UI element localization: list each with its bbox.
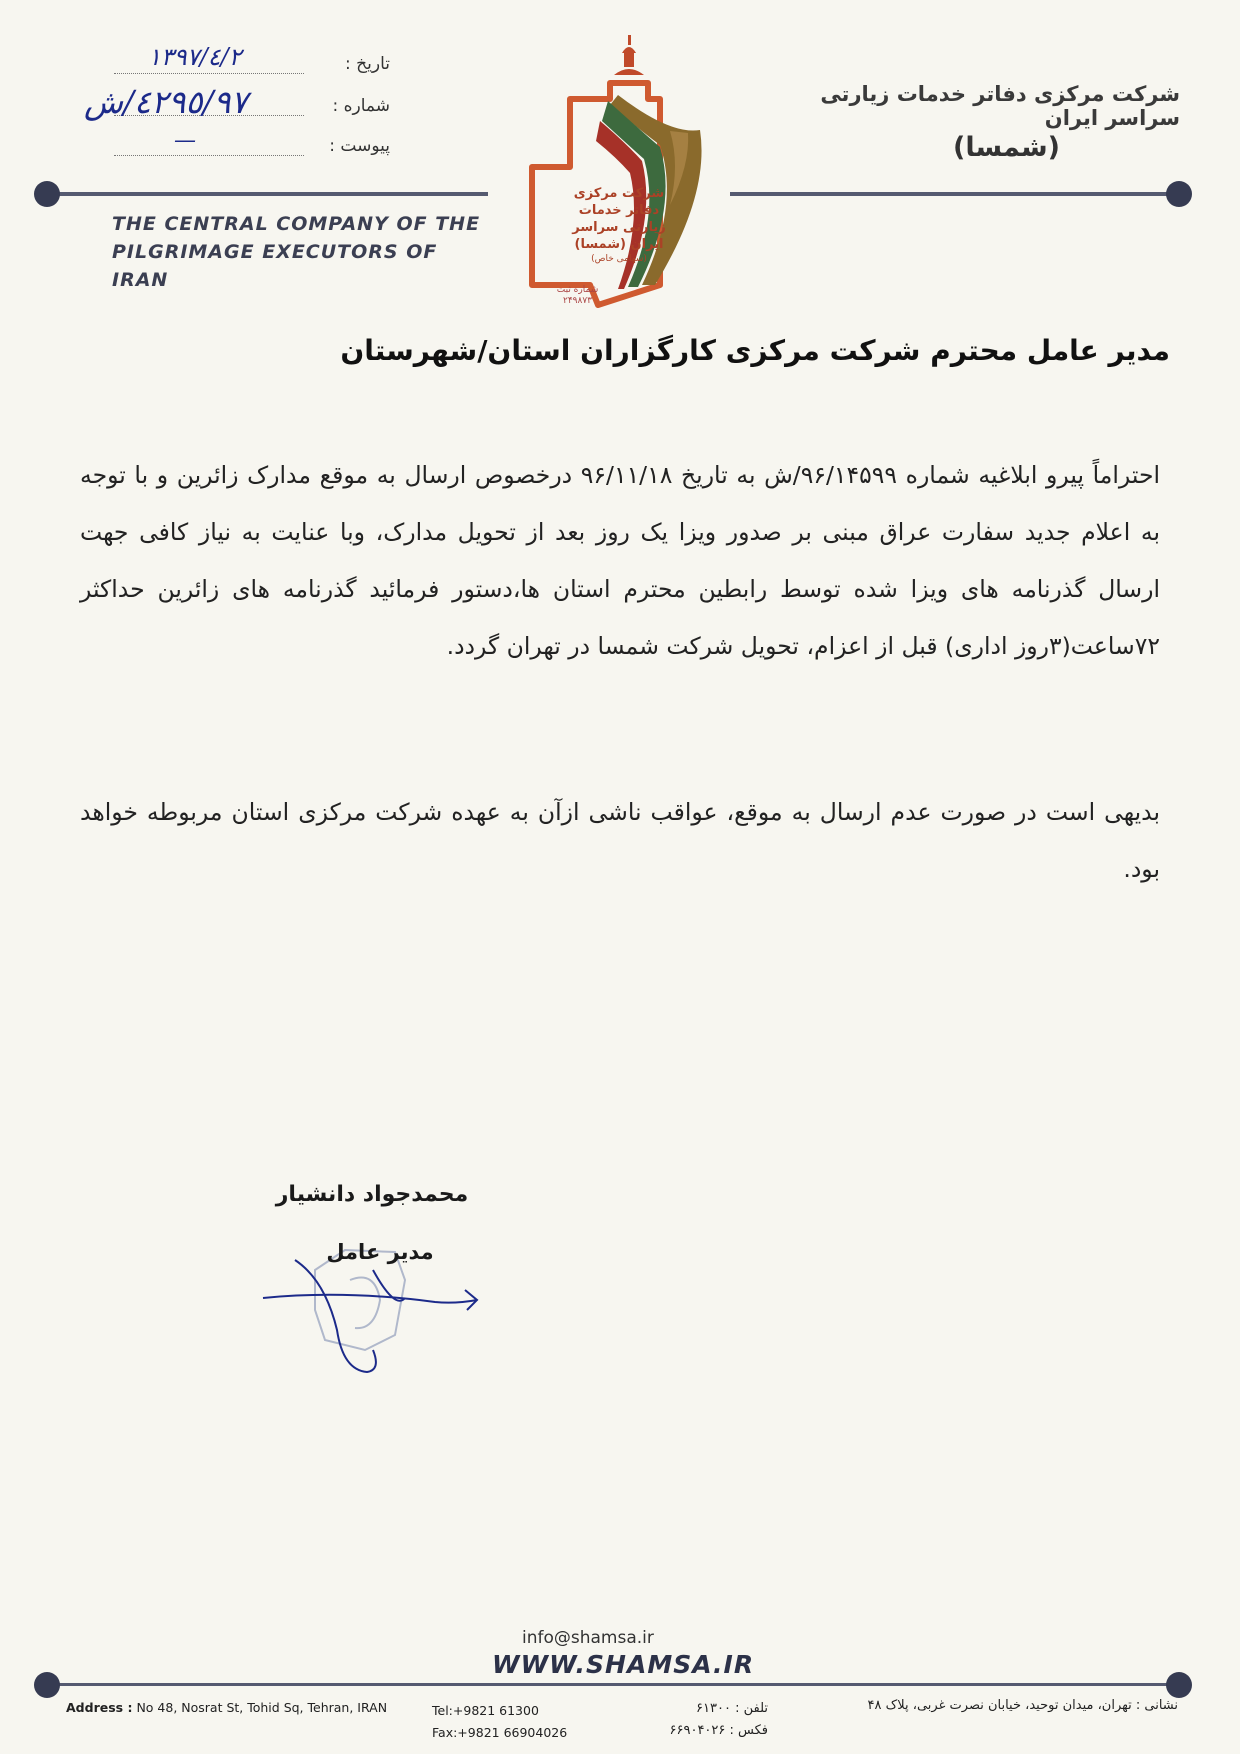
footer-address-fa: نشانی : تهران، میدان توحید، خیابان نصرت غربی، پلاک ۴۸	[867, 1698, 1178, 1713]
addressee: مدیر عامل محترم شرکت مرکزی کارگزاران استان/شهرستان	[340, 334, 1170, 367]
company-name-fa: شرکت مرکزی دفاتر خدمات زیارتی سراسر ایران	[820, 82, 1180, 130]
logo-reg-number: ۲۴۹۸۷۳	[562, 296, 592, 306]
logo-reg-label: شماره ثبت	[556, 285, 599, 295]
footer-address-en	[66, 1700, 387, 1715]
number-value-line	[84, 83, 304, 121]
footer-phone-fa	[608, 1698, 768, 1742]
footer-address-en-text: No 48, Nosrat St, Tohid Sq, Tehran, IRAN	[136, 1700, 388, 1715]
header-rule-dot-right	[1166, 181, 1192, 207]
letter-paragraph-1: احتراماً پیرو ابلاغیه شماره ۹۶/۱۴۵۹۹/ش به تاریخ ۹۶/۱۱/۱۸ درخصوص ارسال به موقع مدارک زائرین و با توجه به اعلام جدید سفارت عراق مبنی بر صدور ویزا یک روز بعد از تحویل مدارک، وبا عنایت به نیاز کافی جهت ارسال گذرنامه های ویزا شده توسط رابطین محترم استان ها،دستور فرمائید گذرنامه های زائرین حداکثر ۷۲ساعت(۳روز اداری) قبل از اعزام، تحویل شرکت شمسا در تهران گردد.	[80, 461, 1161, 660]
header-rule-dot-left	[34, 181, 60, 207]
attachment-row	[100, 116, 390, 156]
date-value: ١٣٩٧/٤/٢	[148, 43, 242, 71]
letter-paragraph-2: بدیهی است در صورت عدم ارسال به موقع، عواقب ناشی ازآن به عهده شرکت مرکزی استان مربوطه خواهد بود.	[80, 798, 1160, 883]
logo-text-line1: شرکت مرکزی	[573, 186, 665, 201]
company-name-en-line2: PILGRIMAGE EXECUTORS OF IRAN	[112, 241, 438, 291]
footer-email: info@shamsa.ir	[522, 1628, 654, 1648]
number-value: ٤٢٩٥/٩٧/ش	[84, 83, 248, 121]
company-logo	[510, 35, 725, 315]
header-rule-left	[48, 192, 488, 196]
footer-rule-dot-right	[1166, 1672, 1192, 1698]
signer-name: محمدجواد دانشیار	[275, 1182, 469, 1207]
signer-title: مدیر عامل	[326, 1240, 434, 1264]
footer-phone-en	[432, 1700, 567, 1744]
company-name-en	[112, 210, 492, 294]
logo-text-line4: ایران (شمسا)	[574, 237, 664, 252]
date-value-line	[114, 43, 304, 74]
letter-meta	[84, 40, 390, 156]
logo-text-line3: زیارتی سراسر	[572, 220, 666, 235]
attachment-value: —	[174, 128, 196, 153]
attachment-value-line	[114, 129, 304, 156]
number-label: شماره :	[332, 96, 390, 116]
number-row	[84, 74, 390, 121]
logo-emblem-icon	[510, 35, 725, 315]
logo-registration	[530, 285, 625, 307]
logo-text	[544, 185, 694, 265]
date-row	[100, 40, 390, 74]
company-name-en-line1: THE CENTRAL COMPANY OF THE	[112, 213, 481, 235]
logo-text-line5: (سهامی خاص)	[591, 254, 647, 264]
footer-fax-en: Fax:+9821 66904026	[432, 1725, 568, 1740]
logo-text-line2: دفاتر خدمات	[578, 203, 660, 218]
header-rule-right	[730, 192, 1178, 196]
footer-rule-dot-left	[34, 1672, 60, 1698]
date-label: تاریخ :	[345, 54, 390, 74]
footer-tel-en: Tel:+9821 61300	[432, 1703, 539, 1718]
footer-fax-fa: فکس : ۶۶۹۰۴۰۲۶	[669, 1723, 768, 1738]
attachment-label: پیوست :	[329, 136, 390, 156]
footer-website: WWW.SHAMSA.IR	[492, 1650, 755, 1679]
footer-address-en-label: Address :	[66, 1700, 133, 1715]
footer-tel-fa: تلفن : ۶۱۳۰۰	[696, 1701, 768, 1716]
footer-rule	[48, 1683, 1178, 1686]
company-abbreviation: (شمسا)	[953, 132, 1060, 163]
